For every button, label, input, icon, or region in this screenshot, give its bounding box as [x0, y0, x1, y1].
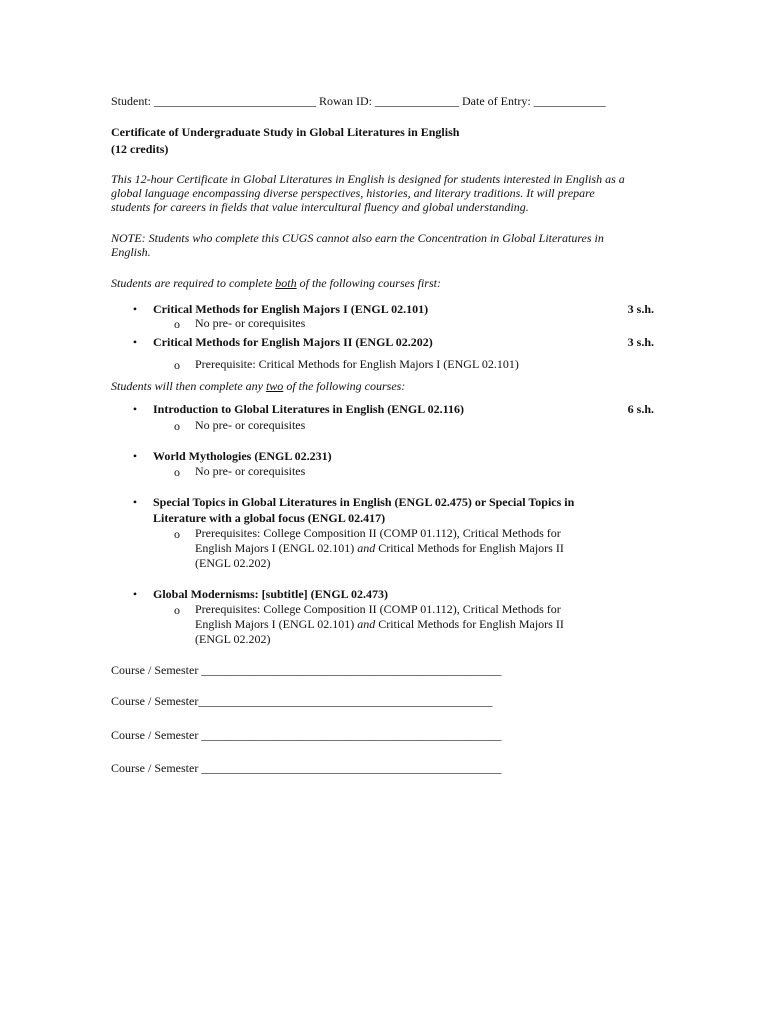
description-line-2: global language encompassing diverse perspectives, histories, and literary traditions. It will prepare: [111, 186, 595, 200]
elective-2-title: World Mythologies (ENGL 02.231): [153, 449, 332, 463]
required-course-1-credits: 3 s.h.: [627, 302, 654, 316]
elective-3-note-pre: English Majors I (ENGL 02.101): [195, 541, 358, 555]
elective-4-note-line-1: Prerequisites: College Composition II (COMP 01.112), Critical Methods for: [195, 602, 561, 616]
bullet-icon: •: [132, 587, 138, 601]
course-semester-line-3[interactable]: Course / Semester __________________________________________________: [111, 728, 502, 742]
sub-bullet-icon: o: [174, 603, 180, 617]
required-course-2-title: Critical Methods for English Majors II (ENGL 02.202): [153, 335, 433, 349]
elective-4-note-and: and: [357, 617, 376, 631]
course-semester-line-4[interactable]: Course / Semester __________________________________________________: [111, 761, 502, 775]
elective-1-title: Introduction to Global Literatures in English (ENGL 02.116): [153, 402, 464, 416]
date-of-entry-label: Date of Entry:: [462, 94, 531, 108]
note-line-1: NOTE: Students who complete this CUGS cannot also earn the Concentration in Global Literatures in: [111, 231, 604, 245]
elective-4-title: Global Modernisms: [subtitle] (ENGL 02.473): [153, 587, 389, 601]
elective-intro-emphasis: two: [265, 379, 284, 393]
course-semester-line-1[interactable]: Course / Semester __________________________________________________: [111, 663, 502, 677]
bullet-icon: •: [132, 495, 138, 509]
required-course-1-title: Critical Methods for English Majors I (ENGL 02.101): [153, 302, 429, 316]
elective-3-note-line-3: (ENGL 02.202): [195, 556, 271, 570]
sub-bullet-icon: o: [174, 527, 180, 541]
course-semester-line-2[interactable]: Course / Semester_________________________________________________: [111, 694, 493, 708]
student-info-line: [111, 94, 606, 108]
sub-bullet-icon: o: [174, 317, 180, 331]
required-intro-post: of the following courses first:: [296, 276, 441, 290]
required-course-1-note: No pre- or corequisites: [195, 316, 306, 330]
elective-4-note-line-3: (ENGL 02.202): [195, 632, 271, 646]
required-course-2-credits: 3 s.h.: [627, 335, 654, 349]
sub-bullet-icon: o: [174, 465, 180, 479]
elective-intro-post: of the following courses:: [283, 379, 406, 393]
date-of-entry-blank[interactable]: ____________: [533, 94, 606, 108]
elective-courses-intro: [111, 379, 405, 393]
elective-credits: 6 s.h.: [627, 402, 654, 416]
student-label: Student:: [111, 94, 152, 108]
elective-1-note: No pre- or corequisites: [195, 418, 306, 432]
elective-4-note-pre: English Majors I (ENGL 02.101): [195, 617, 358, 631]
note-line-2: English.: [111, 245, 151, 259]
required-course-2-note: Prerequisite: Critical Methods for English Majors I (ENGL 02.101): [195, 357, 519, 371]
required-courses-intro: [111, 276, 441, 290]
elective-3-title-line-2: Literature with a global focus (ENGL 02.417): [153, 511, 386, 525]
rowan-id-label: Rowan ID:: [319, 94, 373, 108]
elective-intro-pre: Students will then complete any: [111, 379, 266, 393]
required-intro-pre: Students are required to complete: [111, 276, 276, 290]
student-name-blank[interactable]: ___________________________: [154, 94, 317, 108]
bullet-icon: •: [132, 402, 138, 416]
elective-4-note-post: Critical Methods for English Majors II: [375, 617, 564, 631]
sub-bullet-icon: o: [174, 419, 180, 433]
elective-3-note-and: and: [357, 541, 376, 555]
elective-3-note-line-2: [195, 541, 564, 556]
sub-bullet-icon: o: [174, 358, 180, 372]
certificate-credits: (12 credits): [111, 142, 169, 156]
elective-3-title-line-1: Special Topics in Global Literatures in English (ENGL 02.475) or Special Topics in: [153, 495, 575, 509]
description-line-1: This 12-hour Certificate in Global Literatures in English is designed for students interested in English as a: [111, 172, 625, 186]
bullet-icon: •: [132, 449, 138, 463]
rowan-id-blank[interactable]: ______________: [375, 94, 460, 108]
elective-4-note-line-2: [195, 617, 564, 632]
elective-2-note: No pre- or corequisites: [195, 464, 306, 478]
elective-3-note-line-1: Prerequisites: College Composition II (COMP 01.112), Critical Methods for: [195, 526, 561, 540]
bullet-icon: •: [132, 302, 138, 316]
certificate-title: Certificate of Undergraduate Study in Global Literatures in English: [111, 125, 460, 139]
required-intro-emphasis: both: [275, 276, 297, 290]
bullet-icon: •: [132, 335, 138, 349]
description-line-3: students for careers in fields that value intercultural fluency and global understanding.: [111, 200, 529, 214]
elective-3-note-post: Critical Methods for English Majors II: [375, 541, 564, 555]
